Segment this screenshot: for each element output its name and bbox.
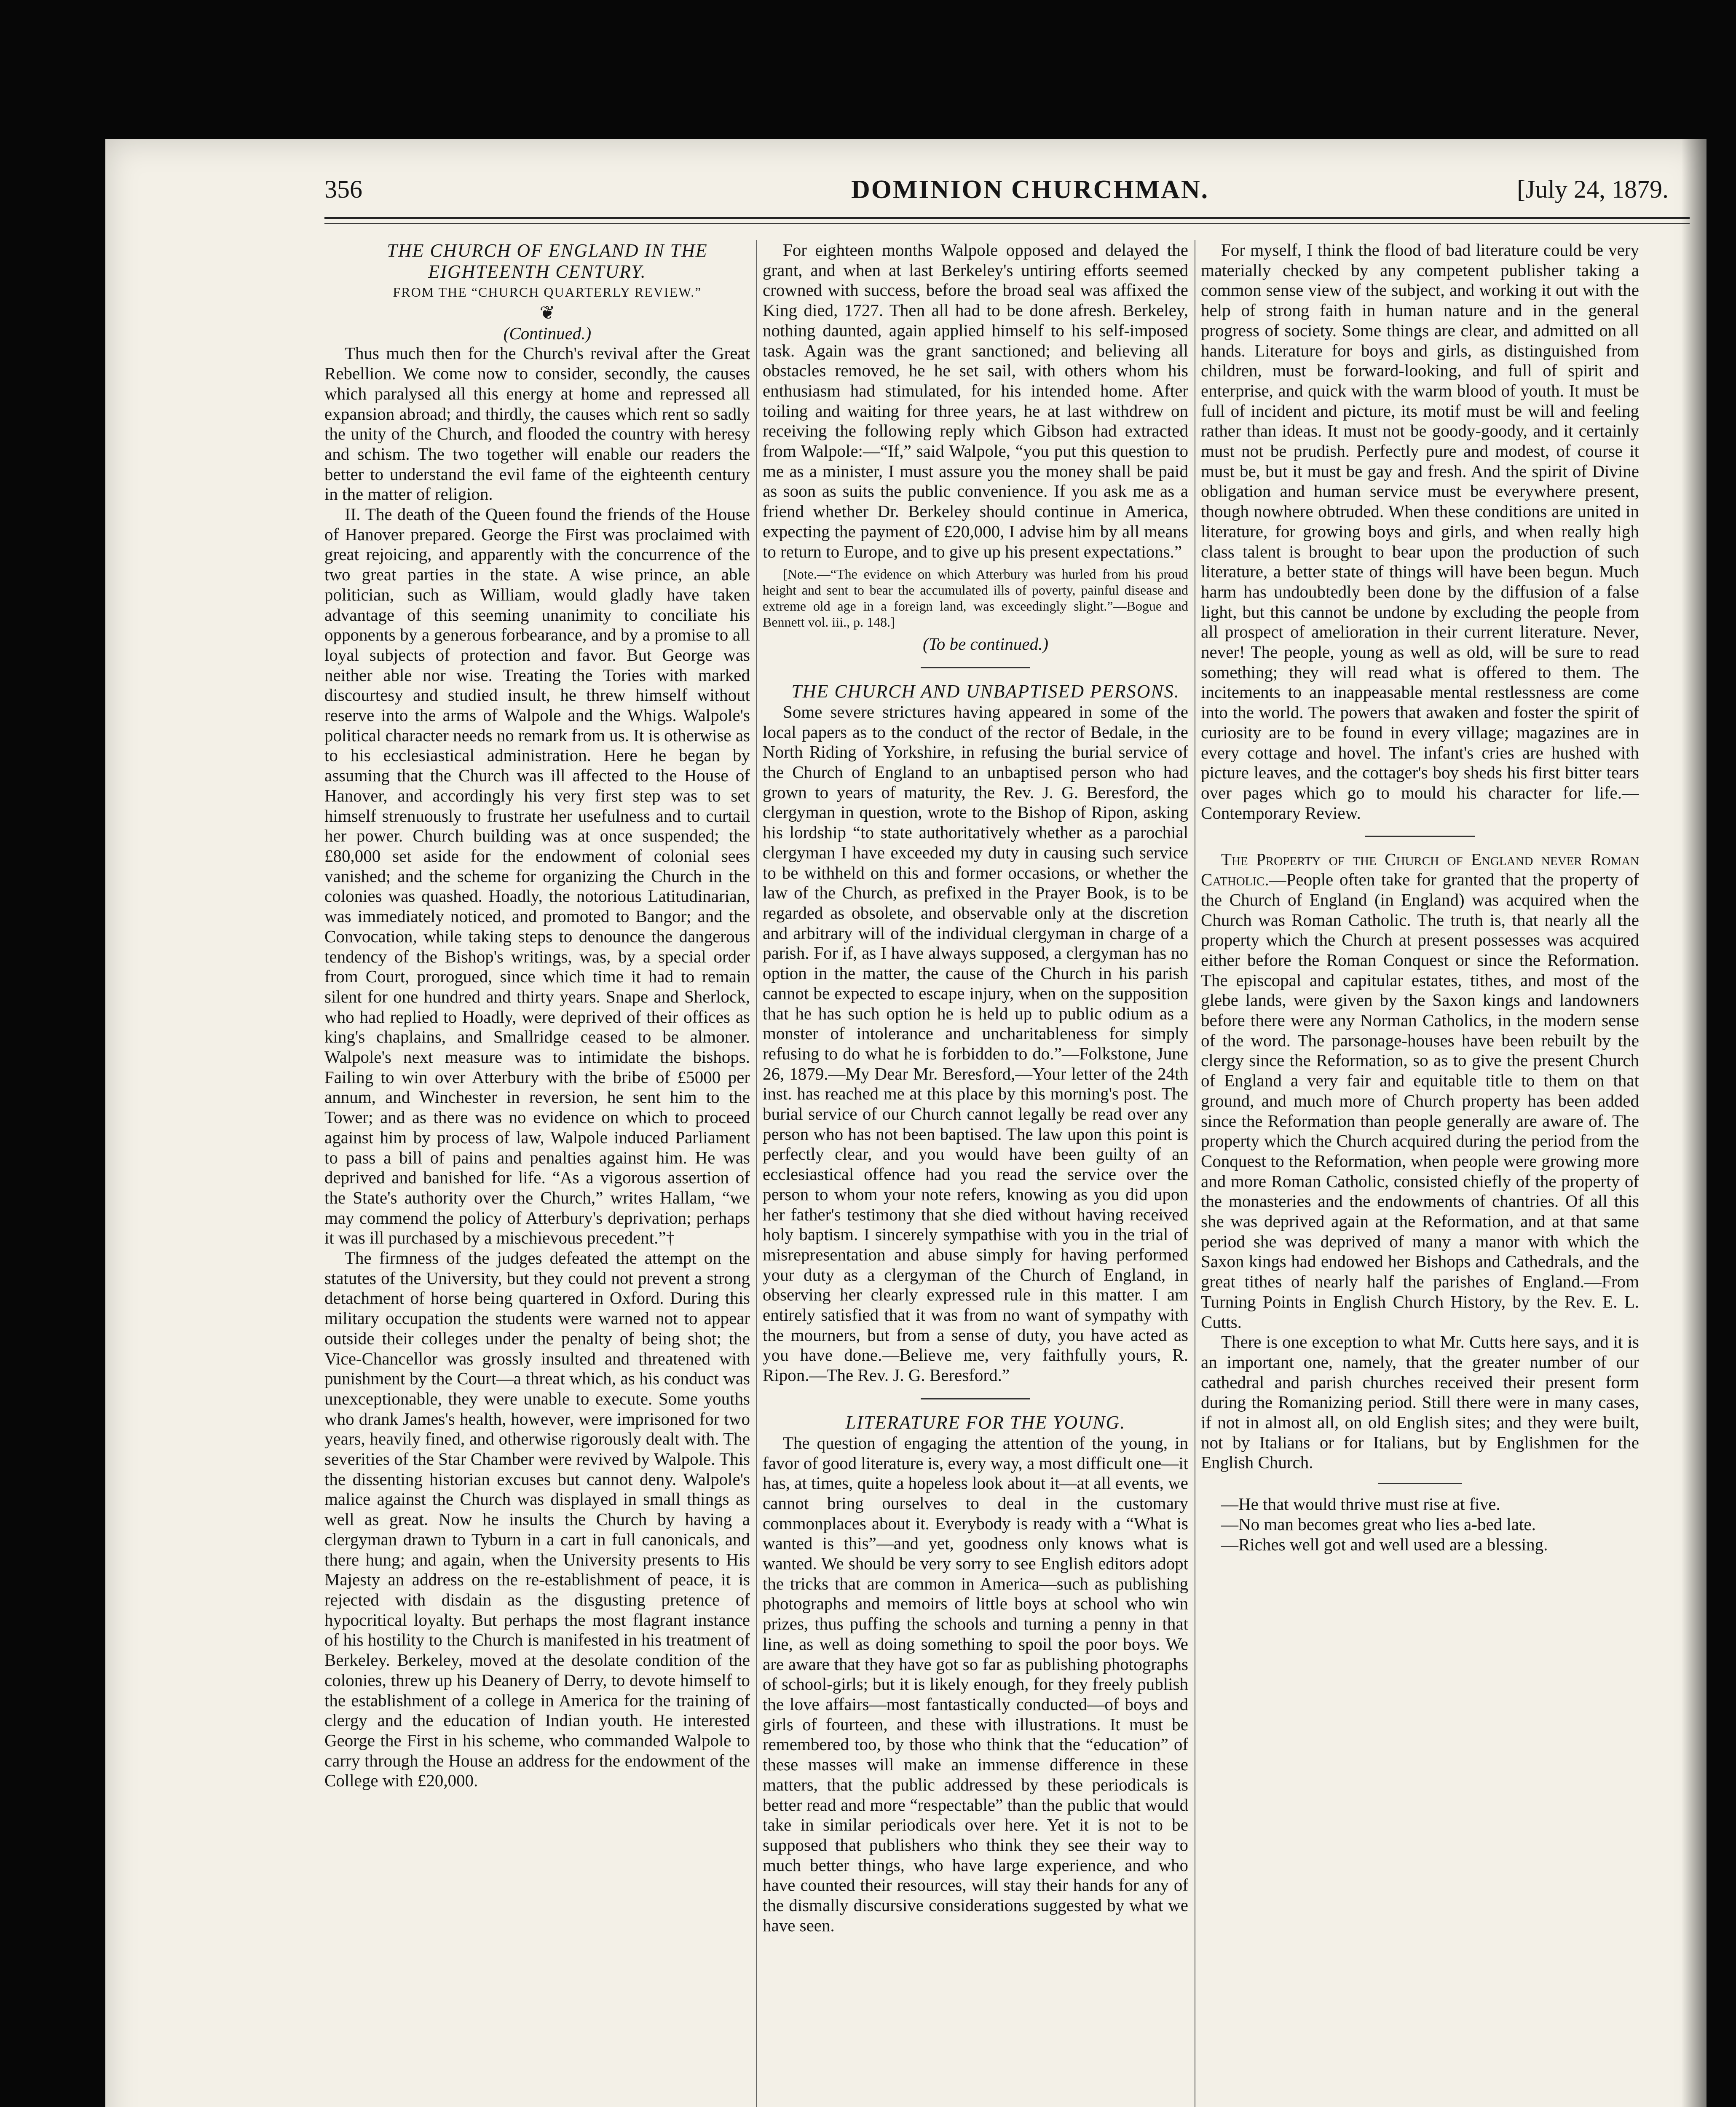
to-be-continued: (To be continued.): [923, 634, 1048, 654]
column-3: [1201, 240, 1639, 2107]
header-rule-thin: [324, 223, 1690, 224]
article-paragraph: Some severe strictures having appeared in some of the local papers as to the conduct of the rector of Bedale, in the North Riding of Yorkshire, in refusing the burial service of the Church of England to an unbaptised person who had grown to years of maturity, the Rev. J. G. Beresford, the clergyman in question, wrote to the Bishop of Ripon, asking his lordship “to state authoritatively whether as a parochial clergyman I have exceeded my duty in causing such service to be withheld on this and former occasions, or whether the law of the Church, as prefixed in the Prayer Book, is to be regarded as obsolete, and observable only at the discretion and arbitrary will of the individual clergyman in charge of a parish. For if, as I have always supposed, a clergyman has no option in the matter, the cause of the Church in his parish cannot be expected to escape injury, when on the supposition that he has such option he is held up to public odium as a monster of intolerance and uncharitableness for simply refusing to do what he is forbidden to do.”—Folkstone, June 26, 1879.—My Dear Mr. Beresford,—Your letter of the 24th inst. has reached me at this place by this morning's post. The burial service of our Church cannot legally be read over any person who has not been baptised. The law upon this point is perfectly clear, and you would have been guilty of an ecclesiastical offence had you read the service over the person to whom your note refers, knowing as you did upon her father's testimony that she died without having received holy baptism. I sincerely sympathise with you in the trial of misrepresentation and abuse simply for having performed your duty as a clergyman of the Church of England, in observing her clearly expressed rule in this matter. I am entirely satisfied that it was from no want of sympathy with the mourners, but from a sense of duty, you have acted as you have done.—Believe me, very faithfully yours, R. Ripon.—The Rev. J. G. Beresford.”: [763, 702, 1188, 1385]
runin-heading: The Property of the Church of England never Roman Catholic.: [1201, 850, 1639, 890]
proverb: —Riches well got and well used are a blessing.: [1221, 1534, 1548, 1554]
article-paragraph: Thus much then for the Church's revival after the Great Rebellion. We come now to consider, secondly, the causes which paralysed all this energy at home and repressed all expansion abroad; and thirdly, the causes which rent so sadly the unity of the Church, and flooded the country with heresy and schism. The two together will enable our readers the better to understand the evil fame of the eighteenth century in the matter of religion.: [324, 343, 750, 504]
article-paragraph: For myself, I think the flood of bad literature could be very materially checked by any competent publisher taking a common sense view of the subject, and working it out with the help of strong faith in human nature and in the general progress of society. Some things are clear, and admitted on all hands. Literature for boys and girls, as distinguished from children, must be forward-looking, and full of spirit and enterprise, and quick with the warm blood of youth. It must be full of incident and picture, its motif must be will and feeling rather than ideas. It must not be goody-goody, and it certainly must not be prudish. Perfectly pure and modest, of course it must be, but it must be gay and fresh. And the spirit of Divine obligation and human service must be everywhere present, though nowhere obtruded. When these conditions are united in literature, for growing boys and girls, and when really high class talent is brought to bear upon the production of such literature, a better state of things will have been begun. Much harm has undoubtedly been done by the diffusion of a false light, but this cannot be undone by excluding the people from all prospect of amelioration in their current literature. Never, never! The people, young as well as old, will be sure to read something; they will read what is offered to them. The incitements to an inappeasable mental restlessness are come into the world. The powers that awaken and foster the spirit of curiosity are to be found in every village; magazines are in every cottage and hovel. The infant's cries are hushed with picture leaves, and the cottager's boy sheds his first bitter tears over pages which go to mould his character for life.—Contemporary Review.: [1201, 240, 1639, 823]
newspaper-page: [105, 139, 1707, 2107]
article-paragraph: II. The death of the Queen found the friends of the House of Hanover prepared. George the First was proclaimed with great rejoicing, and apparently with the concurrence of the two great parties in the state. A wise prince, an able politician, such as William, would gladly have taken advantage of this seeming unanimity to conciliate his opponents by a generous forbearance, and by a promise to all loyal subjects of protection and favor. But George was neither able nor wise. Treating the Tories with marked discourtesy and studied insult, he threw himself without reserve into the arms of Walpole and the Whigs. Walpole's political character needs no remark from us. It is otherwise as to his ecclesiastical administration. Here he began by assuming that the Church was ill affected to the House of Hanover, and accordingly his very first step was to set himself strenuously to frustrate her usefulness and to curtail her power. Church building was at once suspended; the £80,000 set aside for the endowment of colonial sees vanished; and the scheme for organizing the Church in the colonies was quashed. Hoadly, the notorious Latitudinarian, was immediately noticed, and promoted to Bangor; and the Convocation, while taking steps to denounce the dangerous tendency of the Bishop's writings, was, by a special order from Court, prorogued, since which time it had to remain silent for one hundred and thirty years. Snape and Sherlock, who had replied to Hoadly, were deprived of their offices as king's chaplains, and Smallridge ceased to be almoner. Walpole's next measure was to intimidate the bishops. Failing to win over Atterbury with the bribe of £5000 per annum, and Winchester in reversion, he sent him to the Tower; and as there was no evidence on which to proceed against him by process of law, Walpole induced Parliament to pass a bill of pains and penalties against him. He was deprived and banished for life. “As a vigorous assertion of the State's authority over the Church,” writes Hallam, “we may commend the policy of Atterbury's deprivation; perhaps it was ill purchased by a mischievous precedent.”†: [324, 504, 750, 1248]
issue-date: [July 24, 1879.: [1517, 175, 1669, 203]
section-separator: [921, 667, 1030, 668]
footnote: [Note.—“The evidence on which Atterbury was hurled from his proud height and sent to bear the accumulated ills of poverty, painful disease and extreme old age in a foreign land, was exceedingly slight.”—Bogue and Bennett vol. iii., p. 148.]: [763, 566, 1188, 630]
article-title: THE CHURCH AND UNBAPTISED PERSONS.: [791, 681, 1180, 702]
article-paragraph: For eighteen months Walpole opposed and delayed the grant, and when at last Berkeley's untiring efforts seemed crowned with success, before the broad seal was affixed the King died, 1727. Then all had to be done afresh. Berkeley, nothing daunted, again applied himself to his self-imposed task. Again was the grant sanctioned; and believing all obstacles removed, he he set sail, with others whom his enthusiasm had stimulated, for his intended home. After toiling and waiting for three years, he at last withdrew on receiving the following reply which Gibson had extracted from Walpole:—“If,” said Walpole, “you put this question to me as a minister, I must assure you the money shall be paid as soon as suits the public convenience. If you ask me as a friend whether Dr. Berkeley should continue in America, expecting the payment of £20,000, I advise him by all means to return to Europe, and to give up his present expectations.”: [763, 240, 1188, 561]
proverb: —No man becomes great who lies a-bed late.: [1221, 1514, 1536, 1534]
continued-label: (Continued.): [503, 323, 592, 343]
page-header: [324, 175, 1707, 213]
proverb: —He that would thrive must rise at five.: [1221, 1494, 1500, 1514]
article-paragraph: There is one exception to what Mr. Cutts here says, and it is an important one, namely, that the greater number of our cathedral and parish churches received their present form during the Romanizing period. Still there were in many cases, if not in almost all, on old English sites; and they were built, not by Italians or for Italians, but by Englishmen for the English Church.: [1201, 1332, 1639, 1472]
article-title: LITERATURE FOR THE YOUNG.: [845, 1412, 1126, 1433]
newspaper-title: DOMINION CHURCHMAN.: [851, 175, 1209, 204]
article-title: THE CHURCH OF ENGLAND IN THE EIGHTEENTH CENTURY.: [387, 240, 708, 282]
article-paragraph: The question of engaging the attention of the young, in favor of good literature is, every way, a most difficult one—it has, at times, quite a hopeless look about it—at all events, we cannot bring ourselves to deal in the customary commonplaces about it. Everybody is ready with a “What is wanted is this”—and yet, goodness only knows what is wanted. We should be very sorry to see English editors adopt the tricks that are common in America—such as publishing photographs and memoirs of little boys at school who win prizes, thus puffing the schools and turning a penny in that line, as well as doing something to spoil the poor boys. We are aware that they have got so far as publishing photographs of school-girls; but it is likely enough, for they freely publish the love affairs—most fantastically conducted—of boys and girls of fourteen, and these with illustrations. It must be remembered too, by those who think that the “education” of these masses will make an immense difference in these matters, that the public addressed by these periodicals is better read and more “respectable” than the public that would take in similar periodicals over here. Yet it is not to be supposed that publishers who think they see their way to much better things, who have large experience, and who have counted their resources, will stay their hands for any of the dismally discursive considerations suggested by what we have seen.: [763, 1433, 1188, 1935]
article-paragraph: The firmness of the judges defeated the attempt on the statutes of the University, but they could not prevent a strong detachment of horse being quartered in Oxford. During this military occupation the students were warned not to appear outside their colleges under the penalty of being shot; the Vice-Chancellor was grossly insulted and threatened with punishment by the Court—a threat which, as his conduct was unexceptionable, they were unable to execute. Some youths who drank James's health, however, were imprisoned for two years, heavily fined, and otherwise rigorously dealt with. The severities of the Star Chamber were revived by Walpole. This the dissenting historian excuses but cannot deny. Walpole's malice against the Church was displayed in small things as well as great. Now he insults the Church by having a clergyman drawn to Tyburn in a cart in full canonicals, and there hung; and again, when the University presents to His Majesty an address on the re-establishment of peace, it is rejected with disdain as the disgusting pretence of hypocritical loyalty. But perhaps the most flagrant instance of his hostility to the Church is manifested in his treatment of Berkeley. Berkeley, moved at the desolate condition of the colonies, threw up his Deanery of Derry, to devote himself to the establishment of a college in America for the training of clergy and the education of Indian youth. He interested George the First in his scheme, who commanded Walpole to carry through the House an address for the endowment of the College with £20,000.: [324, 1248, 750, 1791]
ornament-icon: ❦: [539, 302, 555, 323]
section-separator: [921, 1398, 1030, 1399]
header-rule: [324, 217, 1690, 219]
article-text: —People often take for granted that the property of the Church of England (in England) was acquired when the Church was Roman Catholic. The truth is, that nearly all the property which the Church at present possesses was acquired either before the Roman Conquest or since the Reformation. The episcopal and capitular estates, tithes, and most of the glebe lands, were given by the Saxon kings and landowners before there were any Norman Catholics, in the modern sense of the word. The parsonage-houses have been rebuilt by the clergy since the Reformation, so as to give the present Church of England a very fair and equitable title to them on that ground, and much more of Church property has been added since the Reformation than people generally are aware of. The property which the Church acquired during the period from the Conquest to the Reformation, when people were growing more and more Roman Catholic, consisted chiefly of the property of the monasteries and the endowments of chantries. Of all this she was deprived again at the Reformation, and at that same period she was deprived of many a manor with which the Saxon kings had endowed her Bishops and Cathedrals, and the great tithes of nearly half the parishes of England.—From Turning Points in English Church History, by the Rev. E. L. Cutts.: [1201, 870, 1639, 1332]
column-2: [763, 240, 1188, 2107]
section-separator: [1378, 1483, 1462, 1484]
page-number: 356: [324, 175, 362, 203]
article-paragraph: [1201, 850, 1639, 1332]
article-source: FROM THE “CHURCH QUARTERLY REVIEW.”: [393, 284, 702, 300]
column-divider: [756, 240, 757, 2107]
section-separator: [1365, 836, 1475, 837]
column-1: [324, 240, 750, 2107]
